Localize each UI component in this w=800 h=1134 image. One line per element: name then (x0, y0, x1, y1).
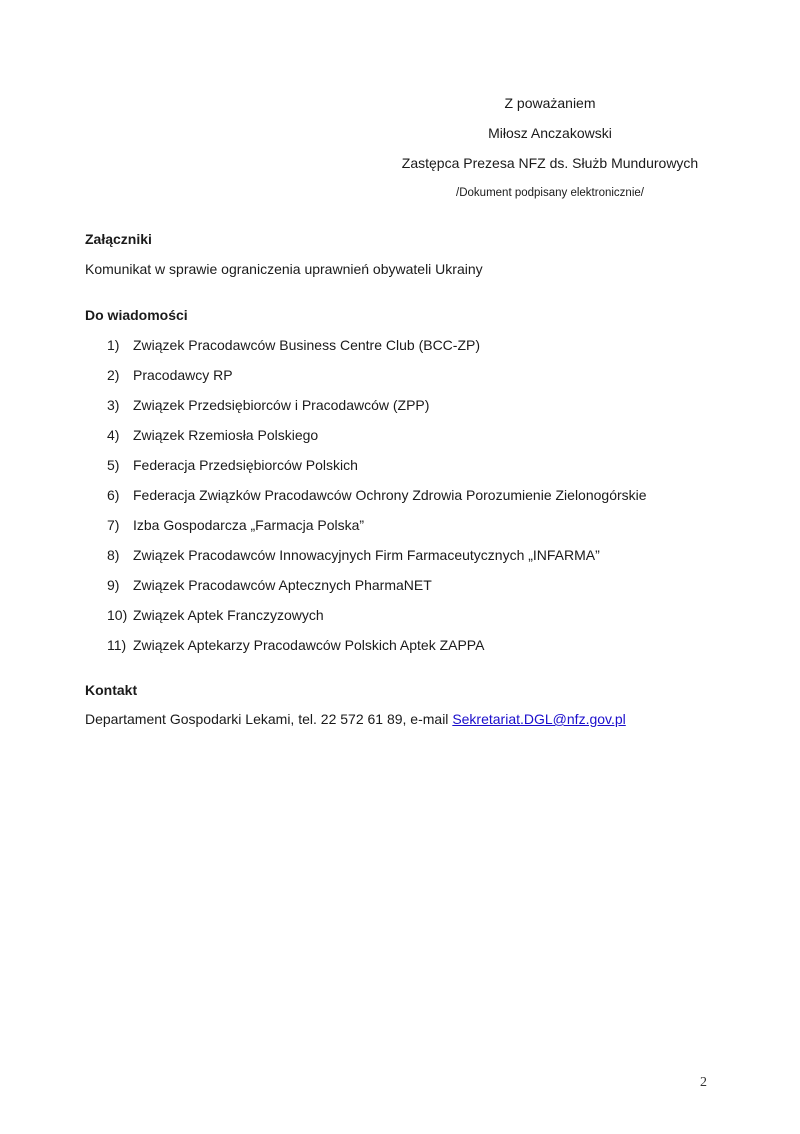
list-item-text: Związek Aptekarzy Pracodawców Polskich Aptek ZAPPA (133, 637, 485, 653)
list-item-number: 10) (107, 607, 128, 623)
list-item (107, 575, 647, 605)
contact-heading: Kontakt (85, 682, 138, 698)
list-item (107, 485, 647, 515)
list-item-number: 6) (107, 487, 120, 503)
contact-line (85, 709, 626, 729)
list-item-number: 1) (107, 337, 120, 353)
contact-text: Departament Gospodarki Lekami, tel. 22 572 61 89, e-mail (85, 711, 453, 727)
page-number: 2 (700, 1075, 707, 1090)
recipients-heading: Do wiadomości (85, 307, 188, 323)
list-item-number: 8) (107, 547, 120, 563)
list-item-text: Związek Pracodawców Innowacyjnych Firm Farmaceutycznych „INFARMA” (133, 547, 600, 563)
list-item-number: 4) (107, 427, 120, 443)
list-item (107, 395, 647, 425)
list-item-text: Związek Pracodawców Aptecznych PharmaNET (133, 577, 432, 593)
list-item (107, 545, 647, 575)
email-link[interactable]: Sekretariat.DGL@nfz.gov.pl (452, 711, 626, 727)
attachments-text: Komunikat w sprawie ograniczenia uprawnień obywateli Ukrainy (85, 261, 483, 277)
list-item-number: 9) (107, 577, 120, 593)
list-item-number: 7) (107, 517, 120, 533)
signature-note: /Dokument podpisany elektronicznie/ (456, 187, 644, 199)
list-item-text: Izba Gospodarcza „Farmacja Polska” (133, 517, 365, 533)
attachments-heading: Załączniki (85, 231, 152, 247)
recipients-list (107, 335, 647, 665)
list-item (107, 455, 647, 485)
list-item (107, 605, 647, 635)
list-item-number: 2) (107, 367, 120, 383)
list-item-text: Związek Przedsiębiorców i Pracodawców (ZPP) (133, 397, 430, 413)
list-item-text: Związek Aptek Franczyzowych (133, 607, 324, 623)
list-item (107, 425, 647, 455)
list-item-number: 3) (107, 397, 120, 413)
list-item (107, 515, 647, 545)
list-item (107, 335, 647, 365)
list-item-text: Federacja Związków Pracodawców Ochrony Zdrowia Porozumienie Zielonogórskie (133, 487, 647, 503)
signature-title: Zastępca Prezesa NFZ ds. Służb Mundurowych (401, 155, 699, 171)
list-item-number: 5) (107, 457, 120, 473)
list-item-number: 11) (107, 637, 127, 653)
list-item-text: Federacja Przedsiębiorców Polskich (133, 457, 358, 473)
list-item (107, 365, 647, 395)
signature-closing: Z poważaniem (504, 95, 596, 111)
list-item-text: Pracodawcy RP (133, 367, 233, 383)
list-item (107, 635, 647, 665)
signature-name: Miłosz Anczakowski (488, 125, 612, 141)
list-item-text: Związek Pracodawców Business Centre Club (BCC-ZP) (133, 337, 480, 353)
list-item-text: Związek Rzemiosła Polskiego (133, 427, 319, 443)
